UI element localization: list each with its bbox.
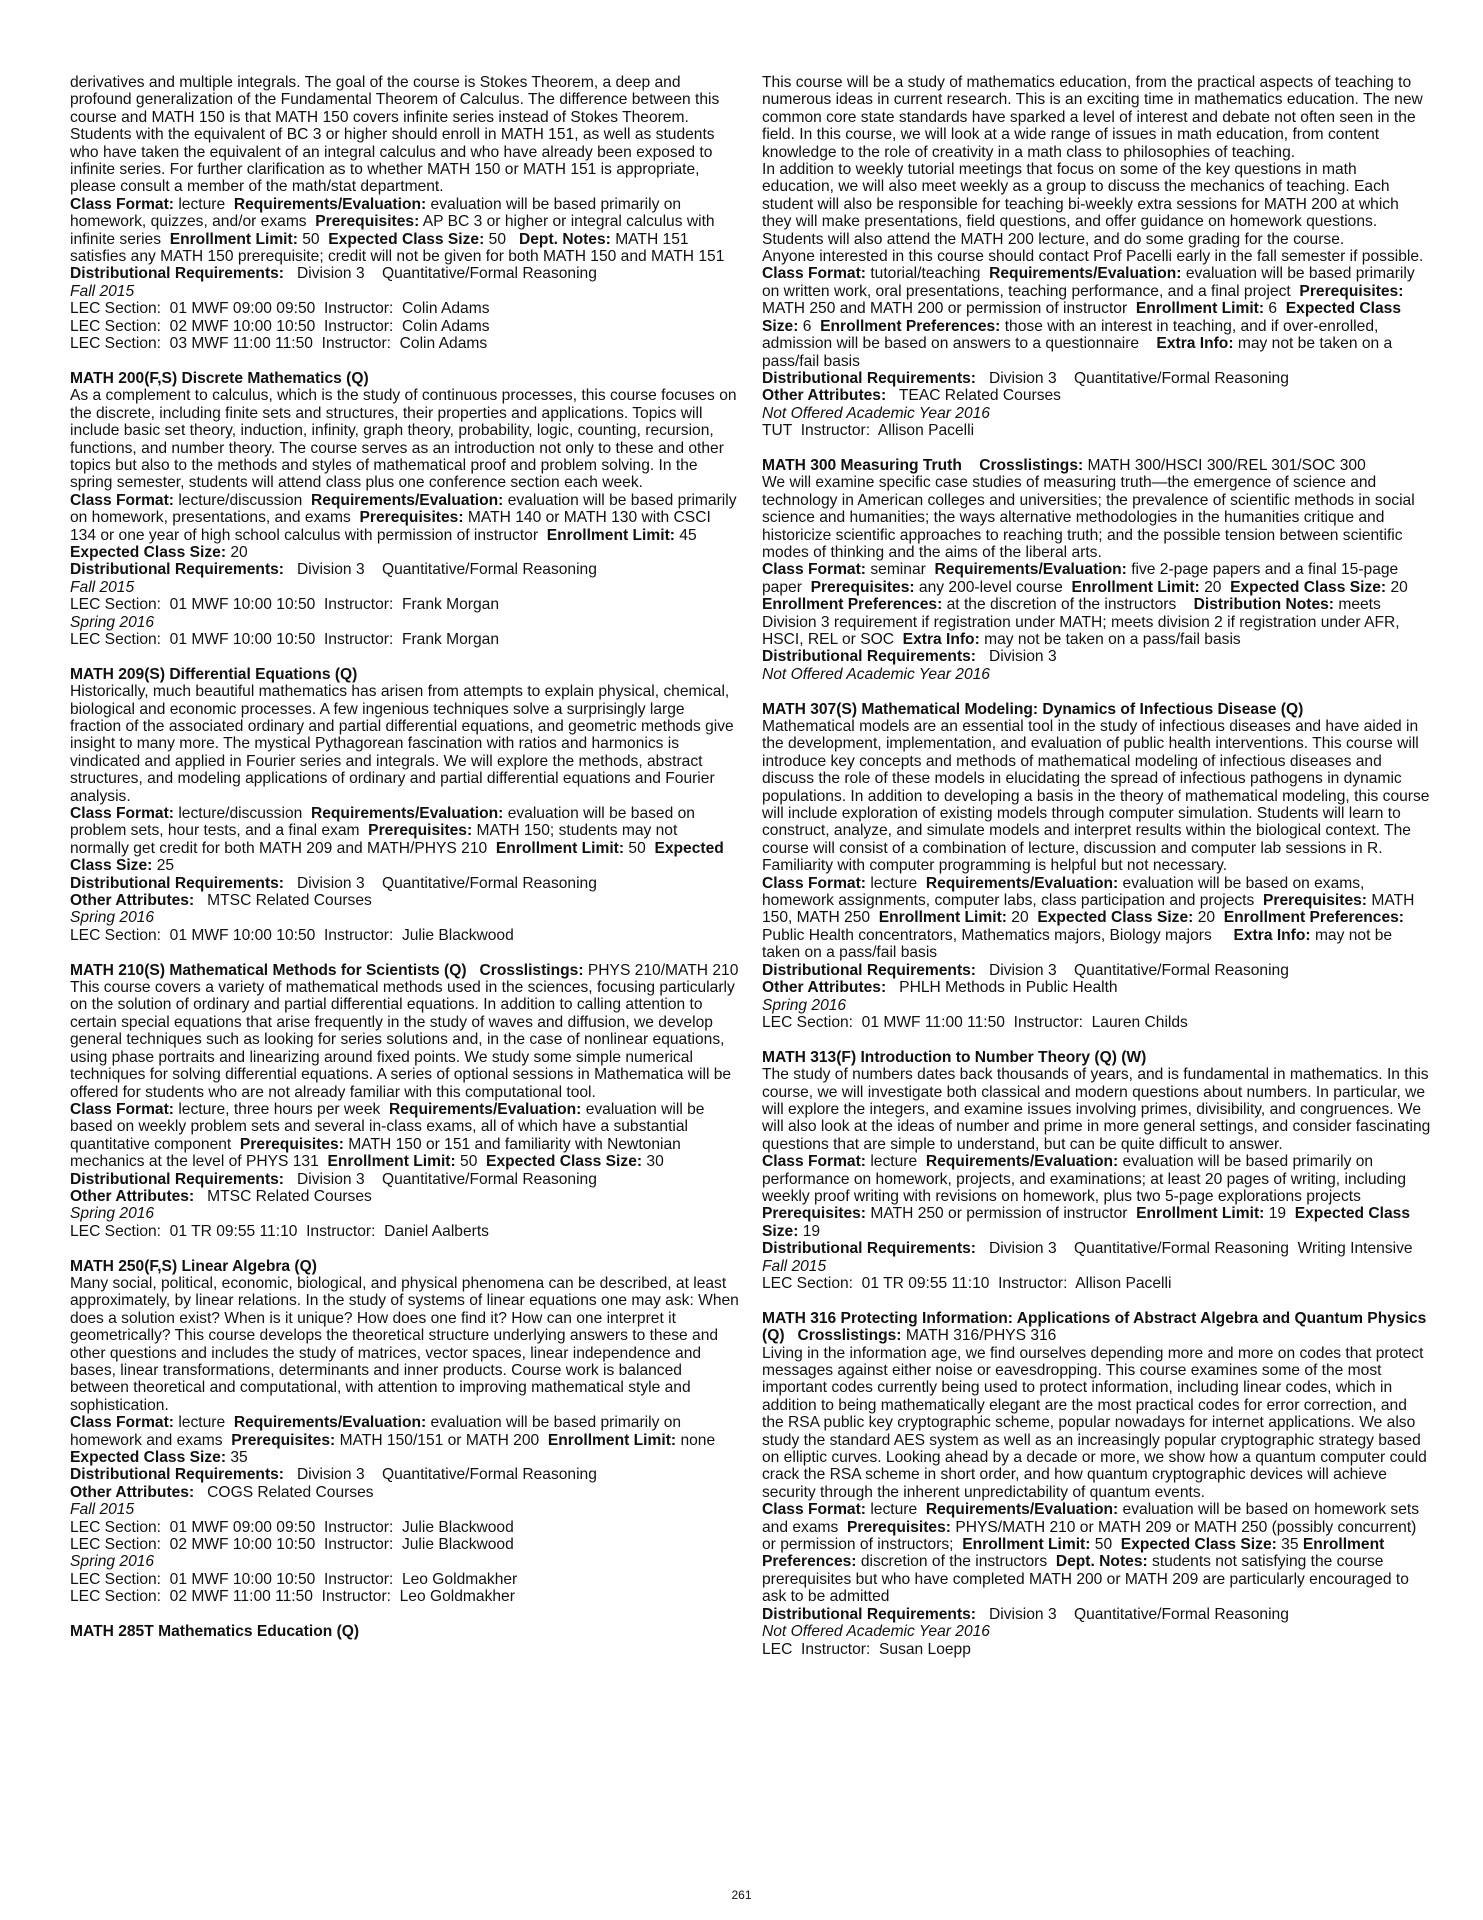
course-math-285t-continued — [762, 74, 1432, 440]
section: LEC Section: 01 MWF 10:00 10:50 Instructor: Leo Goldmakher — [70, 1570, 518, 1588]
section: LEC Section: 01 MWF 10:00 10:50 Instructor: Frank Morgan — [70, 630, 500, 648]
course-math-313 — [762, 1049, 1432, 1293]
course-title-math-285t: MATH 285T Mathematics Education (Q) — [70, 1623, 360, 1641]
distributional-requirements: Distributional Requirements: Division 3 Quantitative/Formal Reasoning — [762, 961, 1289, 979]
course-meta: Class Format: lecture Requirements/Evaluation: evaluation will be based primarily on homework and exams Prerequisites: MATH 150/151 or MATH 200 Enrollment Limit: none Expected Class Size: 35 — [70, 1414, 716, 1467]
course-description: This course will be a study of mathematics education, from the practical aspects of teaching to numerous ideas in current research. This is an exciting time in mathematics education. The new common core state standards have sparked a level of interest and debate not often seen in the field. In this course, we will look at a wide range of issues in math education, from content knowledge to the role of creativity in a math class to philosophies of teaching. — [762, 74, 1423, 161]
course-description: This course covers a variety of mathematical methods used in the sciences, focusing particularly on the solution of ordinary and partial differential equations. In addition to calling attention to certain special equations that arise frequently in the study of waves and diffusion, we develop general techniques such as looking for series solutions and, in the case of nonlinear equations, using phase portraits and linearizing around fixed points. We study some simple numerical techniques for solving differential equations. A series of optional sessions in Mathematica will be offered for students who are not already familiar with this computational tool. — [70, 979, 735, 1101]
distributional-requirements: Distributional Requirements: Division 3 Quantitative/Formal Reasoning — [70, 1466, 597, 1484]
course-math-300 — [762, 457, 1432, 683]
term: Spring 2016 — [70, 909, 155, 927]
left-column — [70, 74, 740, 1640]
term: Spring 2016 — [70, 613, 155, 631]
other-attributes: Other Attributes: TEAC Related Courses — [762, 387, 1061, 405]
term: Spring 2016 — [70, 1553, 155, 1571]
distributional-requirements: Distributional Requirements: Division 3 Quantitative/Formal Reasoning — [762, 1605, 1289, 1623]
section: LEC Section: 01 MWF 10:00 10:50 Instructor: Frank Morgan — [70, 596, 500, 614]
section: LEC Section: 01 TR 09:55 11:10 Instructor: Daniel Aalberts — [70, 1222, 489, 1240]
course-math-200 — [70, 370, 740, 649]
course-description: Anyone interested in this course should contact Prof Pacelli early in the fall semester if possible. — [762, 248, 1424, 266]
section: TUT Instructor: Allison Pacelli — [762, 422, 975, 440]
course-meta: Class Format: lecture Requirements/Evaluation: evaluation will be based on homework sets and exams Prerequisites: PHYS/MATH 210 or MATH 209 or MATH 250 (possibly concurrent) or permission of instructors; Enrollment Limit: 50 Expected Class Size: 35 Enrollment Preferences: discretion of the instructors Dept. Notes: students not satisfying the course prerequisites but who have completed MATH 200 or MATH 209 are particularly encouraged to ask to be admitted — [762, 1501, 1419, 1606]
course-math-151-continued — [70, 74, 740, 353]
course-meta: Class Format: lecture/discussion Requirements/Evaluation: evaluation will be based primarily on homework, presentations, and exams Prerequisites: MATH 140 or MATH 130 with CSCI 134 or one year of high school calculus with permission of instructor Enrollment Limit: 45 Expected Class Size: 20 — [70, 491, 737, 561]
term: Fall 2015 — [70, 578, 135, 596]
course-description: Many social, political, economic, biological, and physical phenomena can be described, at least approximately, by linear relations. In the study of systems of linear equations one may ask: When does a solution exist? When is it unique? How does one find it? How can one interpret it geometrically? This course develops the theoretical structure underlying answers to these and other questions and includes the study of matrices, vector spaces, linear independence and bases, linear transformations, determinants and inner products. Course work is balanced between theoretical and computational, with attention to improving mathematical style and sophistication. — [70, 1274, 739, 1414]
term: Not Offered Academic Year 2016 — [762, 665, 990, 683]
other-attributes: Other Attributes: MTSC Related Courses — [70, 892, 372, 910]
distributional-requirements: Distributional Requirements: Division 3 Quantitative/Formal Reasoning Writing Intensive — [762, 1240, 1413, 1258]
section: LEC Section: 01 MWF 09:00 09:50 Instructor: Julie Blackwood — [70, 1518, 514, 1536]
term: Spring 2016 — [70, 1205, 155, 1223]
course-meta: Class Format: lecture, three hours per week Requirements/Evaluation: evaluation will be based on weekly problem sets and several in-class exams, all of which have a substantial quantitative component Prerequisites: MATH 150 or 151 and familiarity with Newtonian mechanics at the level of PHYS 131 Enrollment Limit: 50 Expected Class Size: 30 — [70, 1100, 705, 1171]
course-description: In addition to weekly tutorial meetings that focus on some of the key questions in math education, we will also meet weekly as a group to discuss the mechanics of teaching. Each student will also be responsible for teaching bi-weekly extra sessions for MATH 200 at which they will make presentations, field questions, and offer guidance on homework questions. Students will also attend the MATH 200 lecture, and do some grading for the course. — [762, 161, 1399, 248]
course-meta: Class Format: tutorial/teaching Requirements/Evaluation: evaluation will be based primarily on written work, oral presentations, teaching performance, and a final project Prerequisites: MATH 250 and MATH 200 or permission of instructor Enrollment Limit: 6 Expected Class Size: 6 Enrollment Preferences: those with an interest in teaching, and if over-enrolled, admission will be based on answers to a questionnaire Extra Info: may not be taken on a pass/fail basis — [762, 265, 1415, 370]
distributional-requirements: Distributional Requirements: Division 3 Quantitative/Formal Reasoning — [70, 874, 597, 892]
page-number: 261 — [731, 1888, 752, 1902]
course-meta: Class Format: lecture/discussion Requirements/Evaluation: evaluation will be based on problem sets, hour tests, and a final exam Prerequisites: MATH 150; students may not normally get credit for both MATH 209 and MATH/PHYS 210 Enrollment Limit: 50 Expected Class Size: 25 — [70, 805, 724, 875]
course-description: As a complement to calculus, which is the study of continuous processes, this course focuses on the discrete, including finite sets and structures, their properties and applications. Topics will include basic set theory, induction, infinity, graph theory, probability, logic, counting, recursion, functions, and number theory. The course serves as an introduction not only to these and other topics but also to the methods and styles of mathematical proof and problem solving. In the spring semester, students will attend class plus one conference section each week. — [70, 387, 737, 492]
course-title: MATH 209(S) Differential Equations (Q) — [70, 665, 358, 683]
section: LEC Instructor: Susan Loepp — [762, 1640, 971, 1658]
course-meta: Class Format: lecture Requirements/Evaluation: evaluation will be based on exams, homework assignments, computer labs, class participation and projects Prerequisites: MATH 150, MATH 250 Enrollment Limit: 20 Expected Class Size: 20 Enrollment Preferences: Public Health concentrators, Mathematics majors, Biology majors Extra Info: may not be taken on a pass/fail basis — [762, 874, 1415, 962]
course-math-209 — [70, 666, 740, 945]
course-title: MATH 200(F,S) Discrete Mathematics (Q) — [70, 369, 369, 387]
course-math-250 — [70, 1258, 740, 1606]
course-description: Living in the information age, we find ourselves depending more and more on codes that protect messages against either noise or eavesdropping. This course examines some of the most important codes currently being used to protect information, including linear codes, which in addition to being mathematically elegant are the most practical codes for error correction, and the RSA public key cryptographic scheme, popular nowadays for internet applications. We also study the standard AES system as well as an increasingly popular cryptographic strategy based on elliptic curves. Looking ahead by a decade or more, we show how a quantum computer could crack the RSA scheme in short order, and how quantum cryptographic devices will achieve security through the inherent unpredictability of quantum events. — [762, 1344, 1427, 1501]
section: LEC Section: 02 MWF 10:00 10:50 Instructor: Julie Blackwood — [70, 1536, 514, 1554]
term: Fall 2015 — [762, 1257, 827, 1275]
course-title: MATH 313(F) Introduction to Number Theory (Q) (W) — [762, 1048, 1147, 1066]
distributional-requirements: Distributional Requirements: Division 3 — [762, 648, 1057, 666]
term: Not Offered Academic Year 2016 — [762, 1623, 990, 1641]
course-title: MATH 300 Measuring Truth Crosslistings: MATH 300/HSCI 300/REL 301/SOC 300 — [762, 456, 1366, 474]
right-column — [762, 74, 1432, 1658]
section: LEC Section: 03 MWF 11:00 11:50 Instructor: Colin Adams — [70, 335, 488, 353]
course-math-307 — [762, 701, 1432, 1032]
course-description: We will examine specific case studies of measuring truth—the emergence of science and technology in American colleges and universities; the prevalence of scientific methods in social science and humanities; the ways alternative methodologies in the humanities critique and historicize scientific approaches to reaching truth; and the possible tension between scientific modes of thinking and the aims of the liberal arts. — [762, 474, 1415, 561]
distributional-requirements: Distributional Requirements: Division 3 Quantitative/Formal Reasoning — [70, 1170, 597, 1188]
other-attributes: Other Attributes: MTSC Related Courses — [70, 1187, 372, 1205]
course-title: MATH 250(F,S) Linear Algebra (Q) — [70, 1257, 317, 1275]
distributional-requirements: Distributional Requirements: Division 3 Quantitative/Formal Reasoning — [70, 561, 597, 579]
distributional-requirements: Distributional Requirements: Division 3 Quantitative/Formal Reasoning — [762, 369, 1289, 387]
course-title: MATH 210(S) Mathematical Methods for Scientists (Q) Crosslistings: PHYS 210/MATH 210 — [70, 961, 739, 979]
course-math-210 — [70, 962, 740, 1241]
course-title: MATH 307(S) Mathematical Modeling: Dynamics of Infectious Disease (Q) — [762, 700, 1304, 718]
section: LEC Section: 01 TR 09:55 11:10 Instructor: Allison Pacelli — [762, 1274, 1172, 1292]
course-meta: Class Format: seminar Requirements/Evaluation: five 2-page papers and a final 15-page paper Prerequisites: any 200-level course Enrollment Limit: 20 Expected Class Size: 20 Enrollment Preferences: at the discretion of the instructors Distribution Notes: meets Division 3 requirement if registration under MATH; meets division 2 if registration under AFR, HSCI, REL or SOC Extra Info: may not be taken on a pass/fail basis — [762, 561, 1408, 648]
section: LEC Section: 01 MWF 09:00 09:50 Instructor: Colin Adams — [70, 300, 490, 318]
course-title: MATH 316 Protecting Information: Applications of Abstract Algebra and Quantum Physics (Q) Crosslistings: MATH 316/PHYS 316 — [762, 1309, 1427, 1345]
other-attributes: Other Attributes: COGS Related Courses — [70, 1483, 374, 1501]
term: Fall 2015 — [70, 1501, 135, 1519]
section: LEC Section: 02 MWF 11:00 11:50 Instructor: Leo Goldmakher — [70, 1588, 515, 1606]
course-math-316 — [762, 1310, 1432, 1658]
course-description: Mathematical models are an essential tool in the study of infectious diseases and have aided in the development, implementation, and evaluation of public health interventions. This course will introduce key concepts and methods of mathematical modeling of infectious diseases and discuss the role of these models in elucidating the spread of infectious pathogens in dynamic populations. In addition to developing a basis in the theory of mathematical modeling, this course will include exploration of existing models through computer simulation. Students will learn to construct, analyze, and simulate models and interpret results within the biological context. The course will consist of a combination of lecture, discussion and computer lab sessions in R. Familiarity with computer programming is helpful but not necessary. — [762, 718, 1430, 875]
course-description: derivatives and multiple integrals. The goal of the course is Stokes Theorem, a deep and profound generalization of the Fundamental Theorem of Calculus. The difference between this course and MATH 150 is that MATH 150 covers infinite series instead of Stokes Theorem. Students with the equivalent of BC 3 or higher should enroll in MATH 151, as well as students who have taken the equivalent of an integral calculus and who have already been exposed to infinite series. For further clarification as to whether MATH 150 or MATH 151 is appropriate, please consult a member of the math/stat department. — [70, 74, 720, 196]
term: Spring 2016 — [762, 996, 847, 1014]
term: Fall 2015 — [70, 282, 135, 300]
term: Not Offered Academic Year 2016 — [762, 404, 990, 422]
distributional-requirements: Distributional Requirements: Division 3 Quantitative/Formal Reasoning — [70, 265, 597, 283]
section: LEC Section: 01 MWF 11:00 11:50 Instructor: Lauren Childs — [762, 1013, 1188, 1031]
section: LEC Section: 02 MWF 10:00 10:50 Instructor: Colin Adams — [70, 317, 490, 335]
course-description: The study of numbers dates back thousands of years, and is fundamental in mathematics. In this course, we will investigate both classical and modern questions about numbers. In particular, we will explore the integers, and examine issues involving primes, divisibility, and congruences. We will also look at the ideas of number and prime in more general settings, and consider fascinating questions that are simple to understand, but can be quite difficult to answer. — [762, 1066, 1431, 1153]
section: LEC Section: 01 MWF 10:00 10:50 Instructor: Julie Blackwood — [70, 926, 514, 944]
other-attributes: Other Attributes: PHLH Methods in Public Health — [762, 979, 1118, 997]
course-description: Historically, much beautiful mathematics has arisen from attempts to explain physical, chemical, biological and economic processes. A few ingenious techniques solve a surprisingly large fraction of the associated ordinary and partial differential equations, and geometric methods give insight to many more. The mystical Pythagorean fascination with ratios and harmonics is vindicated and applied in Fourier series and integrals. We will explore the methods, abstract structures, and modeling applications of ordinary and partial differential equations and Fourier analysis. — [70, 683, 734, 805]
course-meta: Class Format: lecture Requirements/Evaluation: evaluation will be based primarily on performance on homework, projects, and examinations; at least 20 pages of writing, including weekly proof writing with revisions on homework, plus two 5-page explorations projects Prerequisites: MATH 250 or permission of instructor Enrollment Limit: 19 Expected Class Size: 19 — [762, 1153, 1410, 1240]
course-meta: Class Format: lecture Requirements/Evaluation: evaluation will be based primarily on homework, quizzes, and/or exams Prerequisites: AP BC 3 or higher or integral calculus with infinite series Enrollment Limit: 50 Expected Class Size: 50 Dept. Notes: MATH 151 satisfies any MATH 150 prerequisite; credit will not be given for both MATH 150 and MATH 151 — [70, 195, 725, 266]
